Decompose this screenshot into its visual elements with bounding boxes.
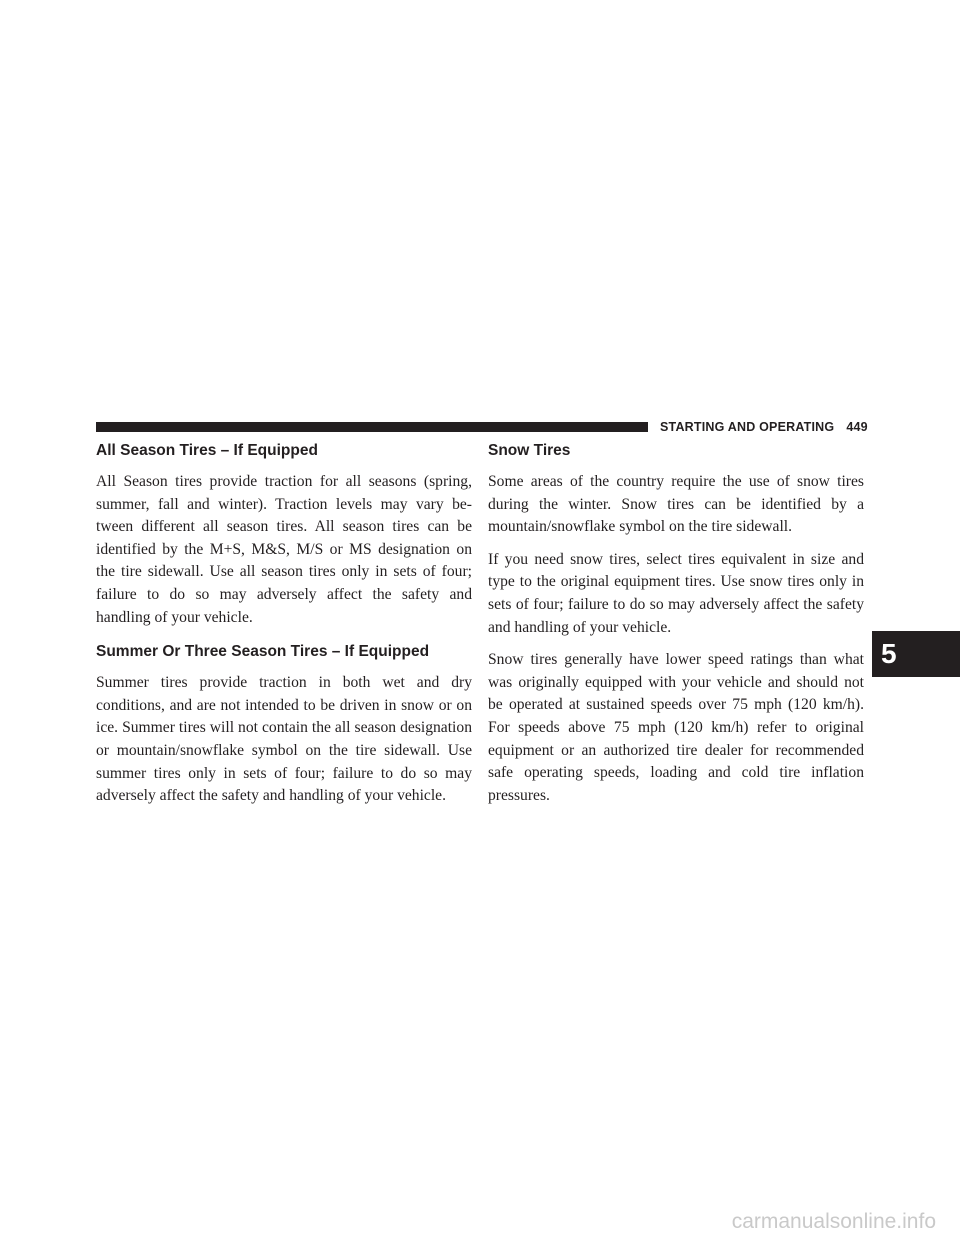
left-column (96, 441, 472, 818)
paragraph-snow-tires-3: Snow tires generally have lower speed ratings than what was originally equipped with your vehicle and should not be operated at sustained speeds over 75 mph (120 km/h). For speeds above 75 mph (120 km/h) refer to original equipment or an authorized tire dealer for recommended safe operating speeds, loading and cold tire inflation pressures. (488, 651, 864, 804)
running-head (660, 420, 868, 434)
paragraph-snow-tires-2: If you need snow tires, select tires equivalent in size and type to the original equipment tires. Use snow tires only in sets of four; failure to do so may adversely affect the safety and handling of your vehicle. (488, 550, 864, 636)
heading-snow-tires: Snow Tires (488, 442, 571, 459)
right-column (488, 441, 864, 817)
chapter-tab: 5 (872, 631, 960, 677)
paragraph-all-season-tires: All Season tires provide traction for all seasons (spring, summer, fall and winter). Traction levels may vary be-tween different all season tires. All season tires can be identified by the M+S, M&S, M/S or MS designation on the tire sidewall. Use all season tires only in sets of four; failure to do so may adversely affect the safety and handling of your vehicle. (96, 473, 472, 626)
header-rule (96, 422, 648, 432)
paragraph-snow-tires-1: Some areas of the country require the use of snow tires during the winter. Snow tires can be identified by a mountain/snowflake symbol on the tire sidewall. (488, 473, 864, 536)
watermark: carmanualsonline.info (731, 1210, 936, 1233)
section-title: STARTING AND OPERATING (660, 420, 835, 434)
paragraph-summer-tires: Summer tires provide traction in both wet and dry conditions, and are not intended to be driven in snow or on ice. Summer tires will not contain the all season designation or mountain/snowflake symbol on the tire sidewall. Use summer tires only in sets of four; failure to do so may adversely affect the safety and handling of your vehicle. (96, 674, 472, 805)
heading-summer-tires: Summer Or Three Season Tires – If Equipped (96, 643, 430, 661)
page-number: 449 (846, 420, 868, 434)
heading-all-season-tires: All Season Tires – If Equipped (96, 442, 318, 459)
